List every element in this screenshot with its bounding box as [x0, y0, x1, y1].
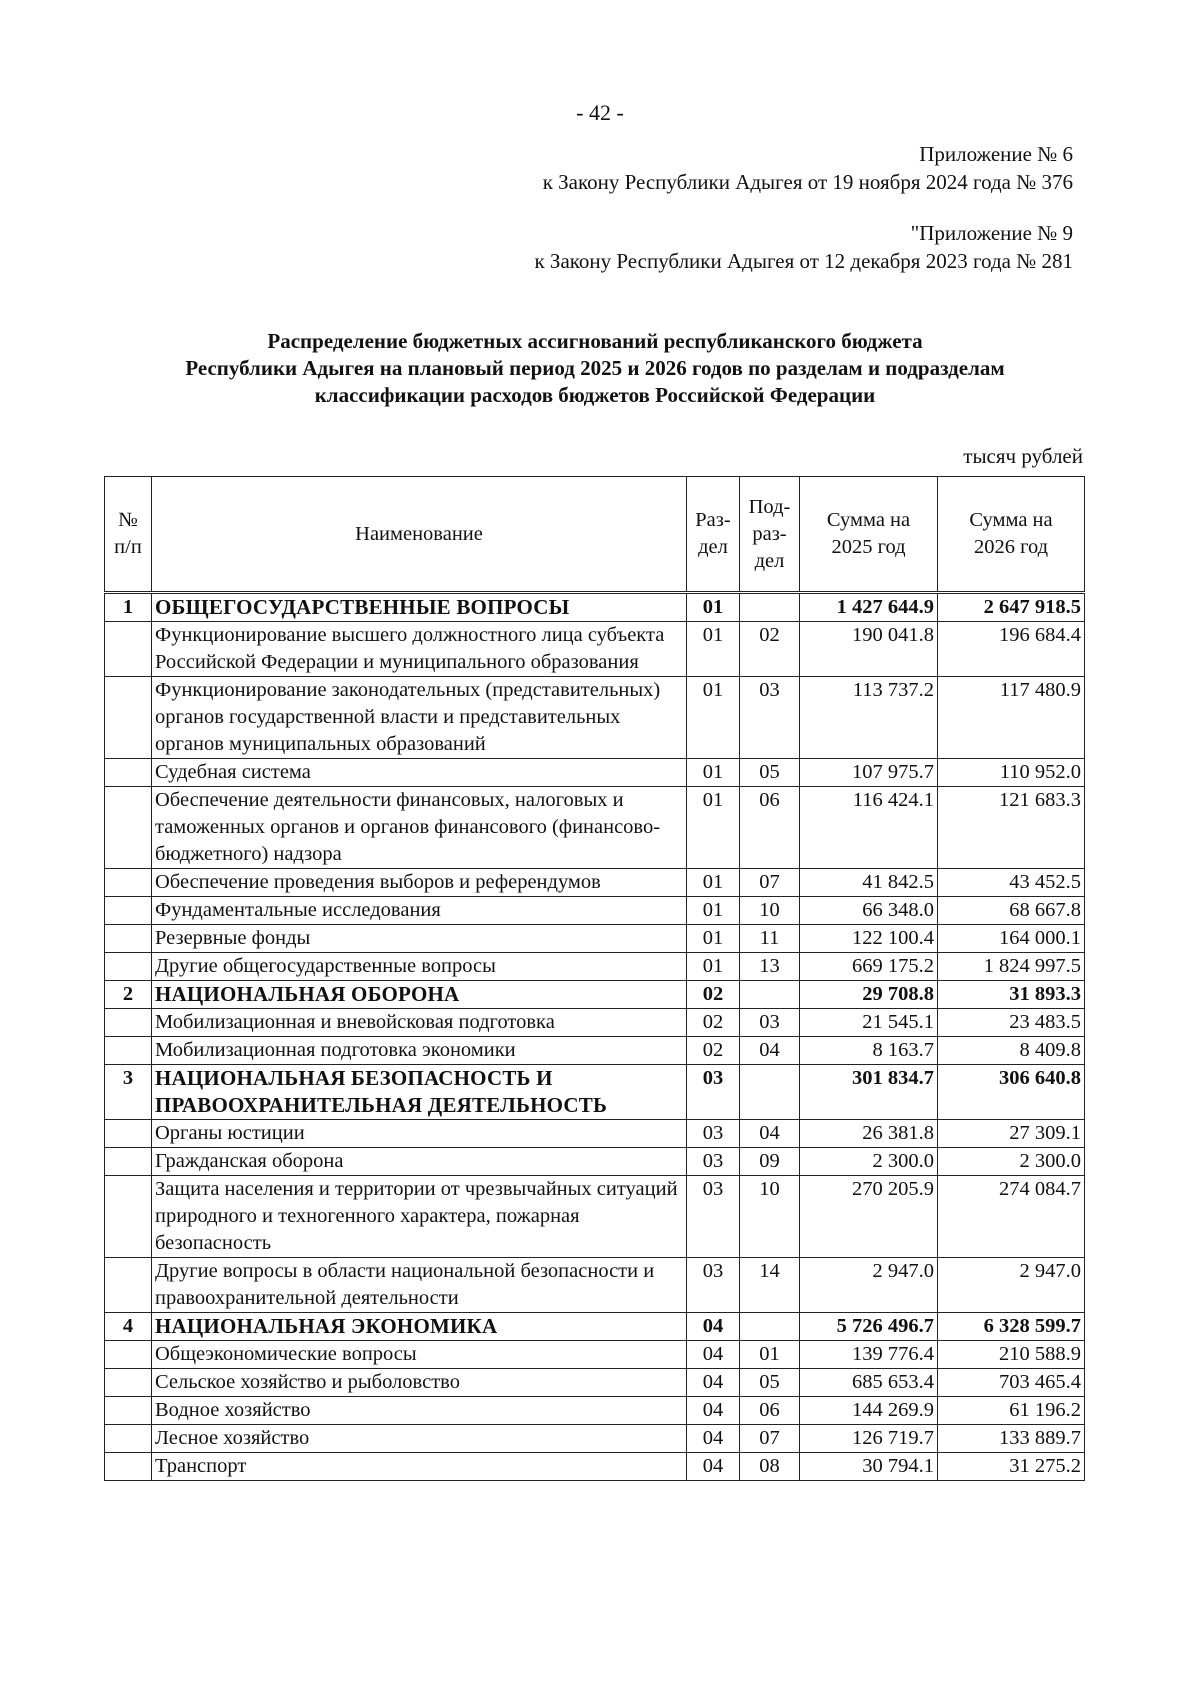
table-row-section: [105, 981, 1085, 1009]
header-sum-2025: Сумма на 2025 год: [800, 477, 938, 593]
row-sum-2025-cell: 5 726 496.7: [800, 1313, 938, 1341]
row-sum-2026-cell: 31 275.2: [938, 1453, 1085, 1481]
row-sum-2025-cell: 66 348.0: [800, 897, 938, 925]
attachment-current-law: к Закону Республики Адыгея от 19 ноября 2024 года № 376: [542, 170, 1073, 194]
row-number-cell: [105, 1037, 152, 1065]
row-subsection-code-cell: 13: [740, 953, 800, 981]
row-subsection-code-cell: 01: [740, 1341, 800, 1369]
table-row: [105, 1176, 1085, 1258]
row-sum-2026-cell: 8 409.8: [938, 1037, 1085, 1065]
row-sum-2025-cell: 8 163.7: [800, 1037, 938, 1065]
row-section-code-cell: 01: [687, 869, 740, 897]
attachment-current-number: Приложение № 6: [919, 142, 1073, 166]
row-sum-2025-cell: 144 269.9: [800, 1397, 938, 1425]
table-row: [105, 1453, 1085, 1481]
row-sum-2026-cell: 68 667.8: [938, 897, 1085, 925]
row-name-cell: Лесное хозяйство: [152, 1425, 687, 1453]
document-title: [100, 328, 1090, 409]
row-section-code-cell: 01: [687, 953, 740, 981]
row-subsection-code-cell: [740, 593, 800, 622]
row-subsection-code-cell: 10: [740, 1176, 800, 1258]
table-row-section: [105, 593, 1085, 622]
row-section-code-cell: 02: [687, 1037, 740, 1065]
row-name-cell: Другие вопросы в области национальной безопасности и правоохранительной деятельности: [152, 1258, 687, 1313]
row-subsection-code-cell: 04: [740, 1037, 800, 1065]
attachment-original-number: "Приложение № 9: [910, 221, 1073, 245]
row-sum-2026-cell: 164 000.1: [938, 925, 1085, 953]
row-name-cell: Сельское хозяйство и рыболовство: [152, 1369, 687, 1397]
row-section-code-cell: 03: [687, 1148, 740, 1176]
row-sum-2025-cell: 30 794.1: [800, 1453, 938, 1481]
row-name-cell: Мобилизационная подготовка экономики: [152, 1037, 687, 1065]
row-section-code-cell: 03: [687, 1065, 740, 1120]
row-section-code-cell: 01: [687, 622, 740, 677]
row-sum-2026-cell: 27 309.1: [938, 1120, 1085, 1148]
row-sum-2025-cell: 26 381.8: [800, 1120, 938, 1148]
row-sum-2025-cell: 107 975.7: [800, 759, 938, 787]
row-sum-2026-cell: 31 893.3: [938, 981, 1085, 1009]
row-number-cell: 3: [105, 1065, 152, 1120]
row-section-code-cell: 01: [687, 925, 740, 953]
row-name-cell: НАЦИОНАЛЬНАЯ ОБОРОНА: [152, 981, 687, 1009]
row-sum-2025-cell: 116 424.1: [800, 787, 938, 869]
table-row: [105, 677, 1085, 759]
row-sum-2025-cell: 113 737.2: [800, 677, 938, 759]
row-section-code-cell: 04: [687, 1341, 740, 1369]
row-sum-2026-cell: 1 824 997.5: [938, 953, 1085, 981]
row-name-cell: Судебная система: [152, 759, 687, 787]
table-row: [105, 1425, 1085, 1453]
attachment-current: [543, 140, 1073, 196]
row-subsection-code-cell: 06: [740, 1397, 800, 1425]
attachment-original-law: к Закону Республики Адыгея от 12 декабря 2023 года № 281: [534, 249, 1073, 273]
row-sum-2026-cell: 703 465.4: [938, 1369, 1085, 1397]
row-subsection-code-cell: 03: [740, 1009, 800, 1037]
row-section-code-cell: 01: [687, 593, 740, 622]
row-sum-2025-cell: 1 427 644.9: [800, 593, 938, 622]
table-row: [105, 1009, 1085, 1037]
table-row-section: [105, 1313, 1085, 1341]
row-subsection-code-cell: [740, 1313, 800, 1341]
row-name-cell: Резервные фонды: [152, 925, 687, 953]
row-number-cell: 4: [105, 1313, 152, 1341]
row-name-cell: Гражданская оборона: [152, 1148, 687, 1176]
row-sum-2025-cell: 122 100.4: [800, 925, 938, 953]
row-subsection-code-cell: 10: [740, 897, 800, 925]
row-subsection-code-cell: 04: [740, 1120, 800, 1148]
document-title-line-3: классификации расходов бюджетов Российской Федерации: [314, 383, 876, 407]
row-number-cell: [105, 1009, 152, 1037]
row-name-cell: Обеспечение проведения выборов и референдумов: [152, 869, 687, 897]
row-sum-2026-cell: 210 588.9: [938, 1341, 1085, 1369]
row-sum-2026-cell: 23 483.5: [938, 1009, 1085, 1037]
row-name-cell: Органы юстиции: [152, 1120, 687, 1148]
row-sum-2025-cell: 41 842.5: [800, 869, 938, 897]
table-row: [105, 1120, 1085, 1148]
row-name-cell: Мобилизационная и вневойсковая подготовка: [152, 1009, 687, 1037]
row-subsection-code-cell: 06: [740, 787, 800, 869]
table-row: [105, 1148, 1085, 1176]
row-subsection-code-cell: 05: [740, 1369, 800, 1397]
attachment-original: [534, 219, 1073, 275]
row-subsection-code-cell: 03: [740, 677, 800, 759]
row-number-cell: [105, 1258, 152, 1313]
row-subsection-code-cell: 02: [740, 622, 800, 677]
row-name-cell: Обеспечение деятельности финансовых, налоговых и таможенных органов и органов финансового (финансово-бюджетного) надзора: [152, 787, 687, 869]
row-sum-2026-cell: 110 952.0: [938, 759, 1085, 787]
budget-table: [104, 476, 1085, 1481]
row-section-code-cell: 04: [687, 1453, 740, 1481]
header-sum-2026: Сумма на 2026 год: [938, 477, 1085, 593]
row-name-cell: Функционирование законодательных (представительных) органов государственной власти и представительных органов муниципальных образований: [152, 677, 687, 759]
row-sum-2025-cell: 126 719.7: [800, 1425, 938, 1453]
row-sum-2025-cell: 21 545.1: [800, 1009, 938, 1037]
row-section-code-cell: 01: [687, 677, 740, 759]
row-section-code-cell: 04: [687, 1369, 740, 1397]
row-subsection-code-cell: 09: [740, 1148, 800, 1176]
row-name-cell: Другие общегосударственные вопросы: [152, 953, 687, 981]
units-label: тысяч рублей: [963, 444, 1083, 468]
row-number-cell: [105, 897, 152, 925]
row-number-cell: [105, 1120, 152, 1148]
row-sum-2026-cell: 196 684.4: [938, 622, 1085, 677]
row-name-cell: Водное хозяйство: [152, 1397, 687, 1425]
row-sum-2026-cell: 61 196.2: [938, 1397, 1085, 1425]
row-name-cell: Общеэкономические вопросы: [152, 1341, 687, 1369]
page-number: - 42 -: [576, 100, 624, 125]
table-row: [105, 1037, 1085, 1065]
row-sum-2025-cell: 190 041.8: [800, 622, 938, 677]
table-row: [105, 897, 1085, 925]
row-sum-2025-cell: 685 653.4: [800, 1369, 938, 1397]
row-sum-2026-cell: 133 889.7: [938, 1425, 1085, 1453]
row-number-cell: [105, 1148, 152, 1176]
row-sum-2026-cell: 6 328 599.7: [938, 1313, 1085, 1341]
table-row: [105, 622, 1085, 677]
header-name: Наименование: [152, 477, 687, 593]
row-name-cell: Фундаментальные исследования: [152, 897, 687, 925]
table-row: [105, 787, 1085, 869]
row-number-cell: 1: [105, 593, 152, 622]
table-row: [105, 1258, 1085, 1313]
header-section: Раз- дел: [687, 477, 740, 593]
row-number-cell: [105, 1397, 152, 1425]
row-section-code-cell: 03: [687, 1176, 740, 1258]
row-sum-2026-cell: 274 084.7: [938, 1176, 1085, 1258]
row-number-cell: 2: [105, 981, 152, 1009]
row-sum-2026-cell: 117 480.9: [938, 677, 1085, 759]
row-sum-2026-cell: 43 452.5: [938, 869, 1085, 897]
header-number: № п/п: [105, 477, 152, 593]
row-section-code-cell: 03: [687, 1120, 740, 1148]
row-subsection-code-cell: 07: [740, 1425, 800, 1453]
row-name-cell: Функционирование высшего должностного лица субъекта Российской Федерации и муниципального образования: [152, 622, 687, 677]
table-row-section: [105, 1065, 1085, 1120]
row-number-cell: [105, 925, 152, 953]
row-name-cell: Транспорт: [152, 1453, 687, 1481]
row-name-cell: НАЦИОНАЛЬНАЯ БЕЗОПАСНОСТЬ И ПРАВООХРАНИТЕЛЬНАЯ ДЕЯТЕЛЬНОСТЬ: [152, 1065, 687, 1120]
row-number-cell: [105, 1453, 152, 1481]
row-sum-2026-cell: 121 683.3: [938, 787, 1085, 869]
row-sum-2026-cell: 2 300.0: [938, 1148, 1085, 1176]
table-body: [105, 593, 1085, 1481]
row-subsection-code-cell: 05: [740, 759, 800, 787]
row-sum-2026-cell: 2 647 918.5: [938, 593, 1085, 622]
row-sum-2025-cell: 29 708.8: [800, 981, 938, 1009]
row-subsection-code-cell: 07: [740, 869, 800, 897]
document-title-line-2: Республики Адыгея на плановый период 2025 и 2026 годов по разделам и подразделам: [185, 356, 1005, 380]
table-row: [105, 1341, 1085, 1369]
row-name-cell: НАЦИОНАЛЬНАЯ ЭКОНОМИКА: [152, 1313, 687, 1341]
row-sum-2025-cell: 2 947.0: [800, 1258, 938, 1313]
row-sum-2026-cell: 2 947.0: [938, 1258, 1085, 1313]
table-row: [105, 953, 1085, 981]
row-name-cell: ОБЩЕГОСУДАРСТВЕННЫЕ ВОПРОСЫ: [152, 593, 687, 622]
row-subsection-code-cell: 08: [740, 1453, 800, 1481]
row-sum-2025-cell: 139 776.4: [800, 1341, 938, 1369]
row-number-cell: [105, 787, 152, 869]
row-number-cell: [105, 1425, 152, 1453]
row-number-cell: [105, 953, 152, 981]
row-section-code-cell: 01: [687, 897, 740, 925]
table-row: [105, 1397, 1085, 1425]
row-subsection-code-cell: [740, 1065, 800, 1120]
row-number-cell: [105, 1369, 152, 1397]
table-row: [105, 925, 1085, 953]
row-section-code-cell: 03: [687, 1258, 740, 1313]
row-section-code-cell: 02: [687, 1009, 740, 1037]
row-sum-2025-cell: 2 300.0: [800, 1148, 938, 1176]
row-section-code-cell: 01: [687, 787, 740, 869]
table-row: [105, 1369, 1085, 1397]
row-subsection-code-cell: 11: [740, 925, 800, 953]
row-section-code-cell: 02: [687, 981, 740, 1009]
row-number-cell: [105, 622, 152, 677]
row-subsection-code-cell: 14: [740, 1258, 800, 1313]
row-sum-2025-cell: 669 175.2: [800, 953, 938, 981]
row-section-code-cell: 04: [687, 1425, 740, 1453]
table-row: [105, 869, 1085, 897]
header-subsection: Под- раз- дел: [740, 477, 800, 593]
row-number-cell: [105, 869, 152, 897]
row-number-cell: [105, 1341, 152, 1369]
document-title-line-1: Распределение бюджетных ассигнований республиканского бюджета: [267, 329, 923, 353]
row-name-cell: Защита населения и территории от чрезвычайных ситуаций природного и техногенного характера, пожарная безопасность: [152, 1176, 687, 1258]
row-section-code-cell: 04: [687, 1313, 740, 1341]
table-header: [105, 477, 1085, 593]
row-number-cell: [105, 1176, 152, 1258]
table-row: [105, 759, 1085, 787]
row-section-code-cell: 01: [687, 759, 740, 787]
row-number-cell: [105, 677, 152, 759]
row-section-code-cell: 04: [687, 1397, 740, 1425]
row-number-cell: [105, 759, 152, 787]
row-sum-2026-cell: 306 640.8: [938, 1065, 1085, 1120]
row-sum-2025-cell: 301 834.7: [800, 1065, 938, 1120]
row-subsection-code-cell: [740, 981, 800, 1009]
row-sum-2025-cell: 270 205.9: [800, 1176, 938, 1258]
